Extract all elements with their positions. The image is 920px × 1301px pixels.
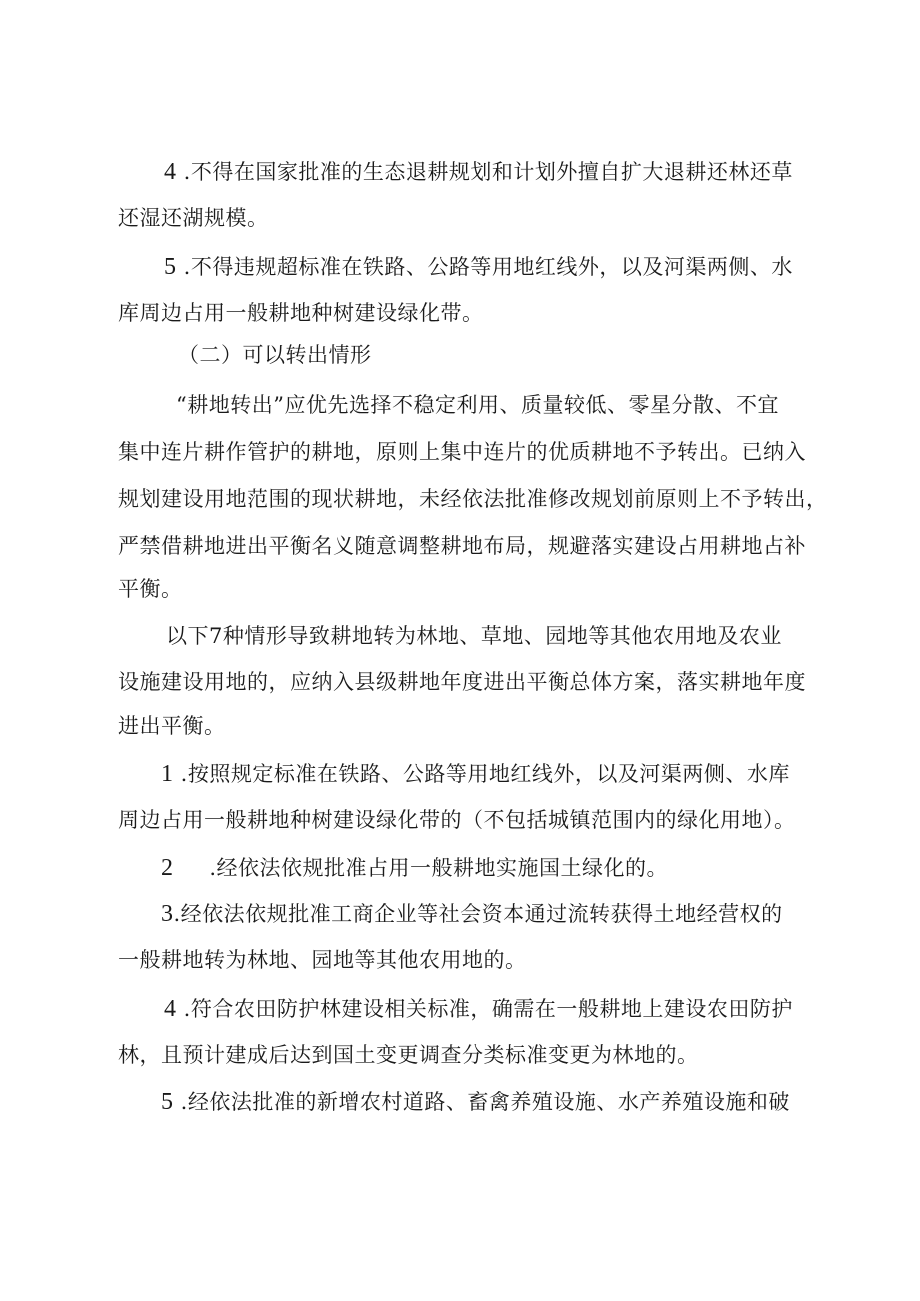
paragraph-text: 严禁借耕地进出平衡名义随意调整耕地布局，规避落实建设占用耕地占补 bbox=[118, 534, 806, 558]
item-1-line-1 bbox=[161, 759, 920, 789]
paragraph-transfer-line-4 bbox=[118, 531, 920, 561]
paragraph-text: 以下7种情形导致耕地转为林地、草地、园地等其他农用地及农业 bbox=[166, 624, 782, 648]
item-5-line-1 bbox=[161, 1087, 920, 1117]
item-number: 4 bbox=[164, 996, 177, 1022]
paragraph-5-line-1 bbox=[164, 252, 920, 282]
item-number: 1 bbox=[161, 761, 174, 787]
item-number: 5 bbox=[164, 254, 177, 280]
paragraph-5-line-2 bbox=[118, 298, 920, 328]
heading-text: （二）可以转出情形 bbox=[178, 343, 372, 367]
paragraph-text: .经依法依规批准工商企业等社会资本通过流转获得土地经营权的 bbox=[173, 902, 783, 926]
paragraph-text: 平衡。 bbox=[118, 577, 183, 601]
paragraph-text: 规划建设用地范围的现状耕地，未经依法批准修改规划前原则上不予转出， bbox=[118, 487, 828, 511]
section-heading bbox=[178, 340, 920, 370]
item-1-line-2 bbox=[118, 805, 920, 835]
item-number: 3 bbox=[161, 901, 174, 927]
paragraph-text: “耕地转出”应优先选择不稳定利用、质量较低、零星分散、不宜 bbox=[176, 393, 779, 417]
item-3-line-2 bbox=[118, 945, 920, 975]
paragraph-seven-cases-line-1 bbox=[166, 621, 920, 651]
paragraph-text: 集中连片耕作管护的耕地，原则上集中连片的优质耕地不予转出。已纳入 bbox=[118, 440, 806, 464]
paragraph-text: 一般耕地转为林地、园地等其他农用地的。 bbox=[118, 948, 527, 972]
paragraph-text: .按照规定标准在铁路、公路等用地红线外，以及河渠两侧、水库 bbox=[173, 762, 790, 786]
paragraph-seven-cases-line-2 bbox=[118, 667, 920, 697]
paragraph-text: 设施建设用地的，应纳入县级耕地年度进出平衡总体方案，落实耕地年度 bbox=[118, 670, 806, 694]
item-number: 5 bbox=[161, 1089, 174, 1115]
paragraph-text: 林，且预计建成后达到国土变更调查分类标准变更为林地的。 bbox=[118, 1043, 699, 1067]
paragraph-4-line-1 bbox=[164, 157, 920, 187]
item-number: 4 bbox=[164, 159, 177, 185]
item-3-line-1 bbox=[161, 899, 920, 929]
paragraph-transfer-line-5 bbox=[118, 574, 920, 604]
paragraph-text: 还湿还湖规模。 bbox=[118, 206, 269, 230]
paragraph-seven-cases-line-3 bbox=[118, 711, 920, 741]
paragraph-transfer-line-1 bbox=[176, 390, 920, 420]
paragraph-4-line-2 bbox=[118, 203, 920, 233]
item-4-line-1 bbox=[164, 994, 920, 1024]
item-2-line-1 bbox=[161, 853, 920, 883]
item-4-line-2 bbox=[118, 1040, 920, 1070]
paragraph-text: .符合农田防护林建设相关标准，确需在一般耕地上建设农田防护 bbox=[176, 997, 793, 1021]
paragraph-text: .不得违规超标准在铁路、公路等用地红线外，以及河渠两侧、水 bbox=[176, 255, 793, 279]
paragraph-text: 库周边占用一般耕地种树建设绿化带。 bbox=[118, 301, 484, 325]
paragraph-text: 周边占用一般耕地种树建设绿化带的（不包括城镇范围内的绿化用地）。 bbox=[118, 808, 796, 832]
paragraph-text: .不得在国家批准的生态退耕规划和计划外擅自扩大退耕还林还草 bbox=[176, 160, 793, 184]
item-number: 2 bbox=[161, 855, 174, 881]
paragraph-transfer-line-2 bbox=[118, 437, 920, 467]
paragraph-transfer-line-3 bbox=[118, 484, 920, 514]
paragraph-text: .经依法批准的新增农村道路、畜禽养殖设施、水产养殖设施和破 bbox=[173, 1090, 790, 1114]
paragraph-text: 进出平衡。 bbox=[118, 714, 226, 738]
paragraph-text: .经依法依规批准占用一般耕地实施国土绿化的。 bbox=[173, 856, 669, 880]
